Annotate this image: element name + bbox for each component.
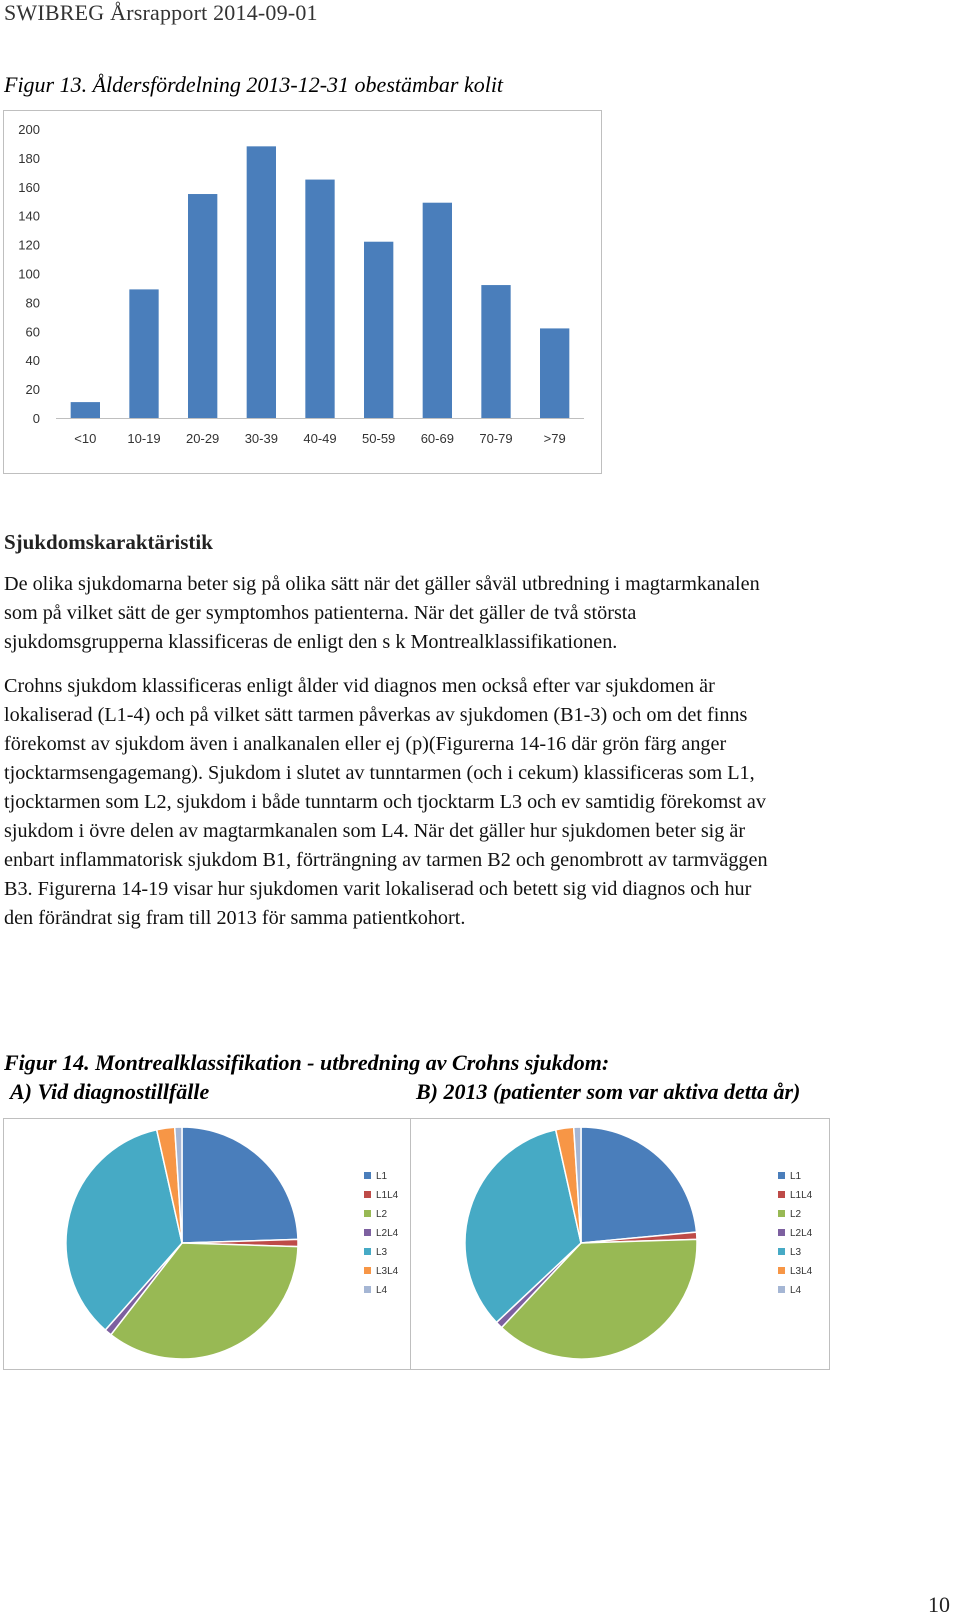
y-tick-label: 80 bbox=[25, 295, 40, 311]
x-tick-label: 50-59 bbox=[362, 431, 396, 446]
legend-swatch bbox=[364, 1210, 371, 1217]
pie-slice bbox=[581, 1127, 696, 1243]
legend-swatch bbox=[778, 1210, 785, 1217]
bar bbox=[188, 194, 217, 418]
paragraph-line: förekomst av sjukdom även i analkanalen eller ej (p)(Figurerna 14-16 där grön färg anger bbox=[4, 733, 727, 755]
y-tick-label: 40 bbox=[25, 353, 40, 369]
legend-swatch bbox=[364, 1172, 371, 1179]
x-tick-label: 10-19 bbox=[127, 431, 161, 446]
legend-label: L2L4 bbox=[376, 1228, 399, 1239]
legend-label: L1L4 bbox=[376, 1190, 399, 1201]
y-tick-label: 100 bbox=[18, 266, 40, 282]
bar bbox=[540, 328, 569, 418]
age-distribution-bar-chart bbox=[3, 110, 602, 474]
legend-swatch bbox=[364, 1229, 371, 1236]
legend-label: L1 bbox=[376, 1171, 388, 1182]
legend-label: L1 bbox=[790, 1171, 802, 1182]
y-tick-label: 120 bbox=[18, 237, 40, 253]
legend-label: L3L4 bbox=[376, 1266, 399, 1277]
page-number: 10 bbox=[928, 1592, 950, 1617]
bar bbox=[129, 289, 158, 418]
pie-chart-diagnosis bbox=[3, 1118, 413, 1370]
x-tick-label: 70-79 bbox=[479, 431, 513, 446]
x-tick-label: 30-39 bbox=[244, 431, 278, 446]
bar bbox=[423, 203, 452, 418]
x-tick-label: 20-29 bbox=[186, 431, 220, 446]
legend-label: L2 bbox=[790, 1209, 802, 1220]
bar bbox=[247, 146, 276, 418]
paragraph-line: De olika sjukdomarna beter sig på olika sätt när det gäller såväl utbredning i magtarmkanalen bbox=[4, 573, 760, 595]
paragraph-line: tjocktarmen som L2, sjukdom i både tunntarm och tjocktarm L3 och ev samtidig förekomst av bbox=[4, 791, 766, 813]
legend-swatch bbox=[364, 1286, 371, 1293]
y-tick-label: 60 bbox=[25, 324, 40, 340]
paragraph-line: den förändrat sig fram till 2013 för samma patientkohort. bbox=[4, 907, 466, 929]
legend-label: L4 bbox=[790, 1285, 802, 1296]
paragraph-line: B3. Figurerna 14-19 visar hur sjukdomen varit lokaliserad och betett sig vid diagnos och hur bbox=[4, 878, 752, 900]
bar-chart-svg bbox=[4, 111, 601, 473]
pie-slice bbox=[182, 1127, 298, 1243]
x-tick-label: 40-49 bbox=[303, 431, 337, 446]
legend-label: L3 bbox=[376, 1247, 388, 1258]
legend-label: L4 bbox=[376, 1285, 388, 1296]
legend-swatch bbox=[778, 1248, 785, 1255]
legend-swatch bbox=[778, 1267, 785, 1274]
x-tick-label: 60-69 bbox=[420, 431, 454, 446]
paragraph-line: Crohns sjukdom klassificeras enligt ålder vid diagnos men också efter var sjukdomen är bbox=[4, 675, 715, 697]
legend-label: L2 bbox=[376, 1209, 388, 1220]
x-tick-label: >79 bbox=[543, 431, 566, 446]
figure-14-subcaption-a: A) Vid diagnostillfälle bbox=[10, 1079, 210, 1104]
legend-label: L2L4 bbox=[790, 1228, 813, 1239]
pie-chart-a-svg bbox=[4, 1119, 412, 1369]
bar bbox=[71, 402, 100, 418]
y-tick-label: 160 bbox=[18, 179, 40, 195]
paragraph-line: lokaliserad (L1-4) och på vilket sätt tarmen påverkas av sjukdomen (B1-3) och om det finns bbox=[4, 704, 748, 726]
paragraph-disease-characteristics bbox=[4, 570, 959, 657]
paragraph-crohns-classification bbox=[4, 672, 959, 933]
y-tick-label: 140 bbox=[18, 208, 40, 224]
legend-swatch bbox=[364, 1191, 371, 1198]
bar bbox=[481, 285, 510, 418]
page-header: SWIBREG Årsrapport 2014-09-01 bbox=[4, 0, 318, 25]
y-tick-label: 200 bbox=[18, 122, 40, 137]
legend-swatch bbox=[364, 1267, 371, 1274]
pie-chart-2013 bbox=[410, 1118, 830, 1370]
legend-swatch bbox=[778, 1172, 785, 1179]
figure-13-caption: Figur 13. Åldersfördelning 2013-12-31 obestämbar kolit bbox=[4, 72, 504, 97]
y-tick-label: 20 bbox=[25, 382, 40, 398]
legend-swatch bbox=[778, 1191, 785, 1198]
pie-chart-b-svg bbox=[411, 1119, 829, 1369]
figure-14-caption: Figur 14. Montrealklassifikation - utbredning av Crohns sjukdom: bbox=[4, 1050, 610, 1075]
y-tick-label: 180 bbox=[18, 150, 40, 166]
paragraph-line: tjocktarmsengagemang). Sjukdom i slutet av tunntarmen (och i cekum) klassificeras som L1, bbox=[4, 762, 755, 784]
paragraph-line: enbart inflammatorisk sjukdom B1, förträngning av tarmen B2 och genombrott av tarmväggen bbox=[4, 849, 768, 871]
paragraph-line: sjukdom i övre delen av magtarmkanalen som L4. När det gäller hur sjukdomen beter sig är bbox=[4, 820, 746, 842]
bar bbox=[305, 180, 334, 418]
paragraph-line: sjukdomsgrupperna klassificeras de enligt den s k Montrealklassifikationen. bbox=[4, 631, 618, 653]
bar bbox=[364, 242, 393, 418]
paragraph-line: som på vilket sätt de ger symptomhos patienterna. När det gäller de två största bbox=[4, 602, 637, 624]
section-heading: Sjukdomskaraktäristik bbox=[4, 530, 213, 554]
legend-swatch bbox=[364, 1248, 371, 1255]
legend-label: L3L4 bbox=[790, 1266, 813, 1277]
y-tick-label: 0 bbox=[32, 411, 40, 426]
legend-swatch bbox=[778, 1286, 785, 1293]
legend-label: L3 bbox=[790, 1247, 802, 1258]
x-tick-label: <10 bbox=[74, 431, 97, 446]
legend-label: L1L4 bbox=[790, 1190, 813, 1201]
figure-14-subcaption-b: B) 2013 (patienter som var aktiva detta år) bbox=[416, 1079, 801, 1104]
legend-swatch bbox=[778, 1229, 785, 1236]
